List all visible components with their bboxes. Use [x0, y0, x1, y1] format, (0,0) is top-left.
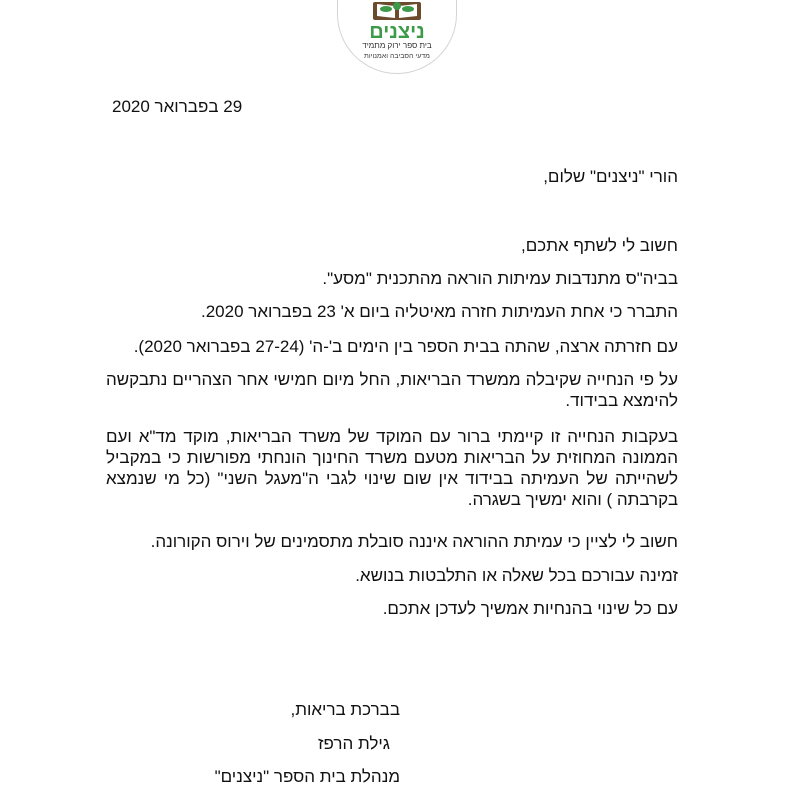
- body-paragraph-4: עם חזרתה ארצה, שהתה בבית הספר בין הימים ב'-ה' (27-24 בפברואר 2020).: [133, 337, 678, 356]
- body-paragraph-6: בעקבות הנחייה זו קיימתי ברור עם המוקד של משרד הבריאות, מוקד מד"א ועם הממונה המחוזית על הבריאות מטעם משרד החינוך הונחתי מפורשות כי במקביל לשהייתה של העמיתה בבידוד אין שום שינוי לגבי ה"מעגל השני" (כל מי שנמצא בקרבתה ) והוא ימשיך בשגרה.: [106, 427, 678, 509]
- school-logo: [333, 0, 461, 76]
- body-paragraph-3: התברר כי אחת העמיתות חזרה מאיטליה ביום א' 23 בפברואר 2020.: [200, 302, 678, 321]
- body-paragraph-7: חשוב לי לציין כי עמיתת ההוראה איננה סובלת מתסמינים של וירוס הקורונה.: [150, 532, 678, 551]
- letter-greeting: הורי "ניצנים" שלום,: [543, 167, 678, 186]
- body-paragraph-8: זמינה עבורכם בכל שאלה או התלבטות בנושא.: [355, 566, 678, 585]
- body-paragraph-2: בביה"ס מתנדבות עמיתות הוראה מהתכנית "מסע".: [322, 269, 678, 288]
- body-paragraph-1: חשוב לי לשתף אתכם,: [521, 236, 678, 255]
- letter-date: 29 בפברואר 2020: [112, 97, 243, 116]
- body-paragraph-5: על פי הנחייה שקיבלה ממשרד הבריאות, החל מיום חמישי אחר הצהריים נתבקשה להימצא בבידוד.: [106, 370, 678, 410]
- logo-subtitle: בית ספר ירוק מתמיד: [362, 41, 432, 50]
- signature-role: מנהלת בית הספר "ניצנים": [214, 767, 400, 786]
- logo-tagline: מדעי הסביבה ואמנויות: [364, 53, 430, 60]
- signature-name: גילת הרפז: [318, 734, 390, 753]
- logo-school-name: ניצנים: [369, 21, 425, 43]
- book-tree-icon: [369, 0, 425, 22]
- signature-closing: בברכת בריאות,: [290, 700, 400, 719]
- body-paragraph-9: עם כל שינוי בהנחיות אמשיך לעדכן אתכם.: [382, 599, 678, 618]
